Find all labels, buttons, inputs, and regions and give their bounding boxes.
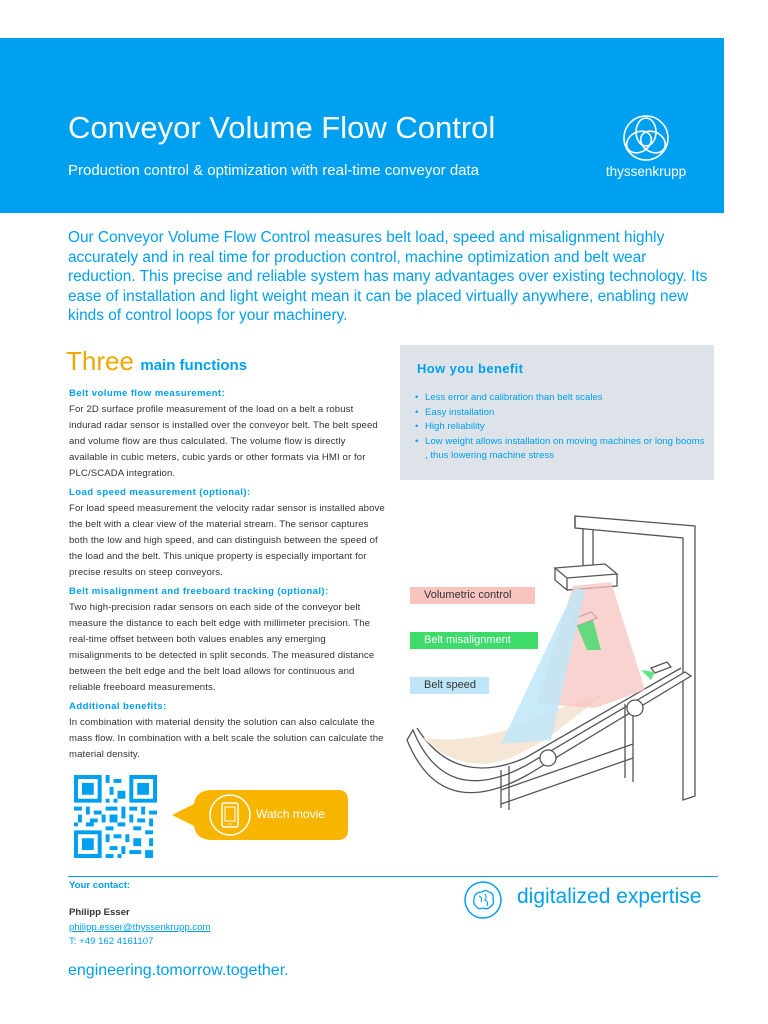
functions-column: [69, 386, 387, 766]
label-volumetric-control: Volumetric control: [410, 587, 535, 604]
contact-phone: T: +49 162 4161107: [69, 936, 154, 947]
contact-name: Philipp Esser: [69, 907, 130, 918]
section-title-load-speed: Load speed measurement (optional):: [69, 487, 251, 498]
benefit-item: • Less error and calibration than belt scales: [415, 391, 707, 406]
digitalized-expertise-text: digitalized expertise: [517, 885, 702, 908]
benefit-item: • High reliability: [415, 420, 707, 435]
conveyor-illustration: [405, 508, 723, 820]
qr-code[interactable]: [74, 775, 157, 858]
benefits-box: [400, 345, 714, 480]
section-text-misalignment: Two high-precision radar sensors on each side of the conveyor belt measure the distance to each belt edge with millimeter precision. The real-time offset between both values enables any emerging misalignments to be detected in split seconds. The measured distance between the belt edge and the belt load allows for continuous and reliable freeboard measurements.: [69, 602, 375, 693]
section-title-volume-flow: Belt volume flow measurement:: [69, 388, 226, 399]
watch-movie-label[interactable]: Watch movie: [256, 807, 325, 821]
section-text-load-speed: For load speed measurement the velocity radar sensor is installed above the belt with a clear view of the material stream. The sensor captures both the low and high speed, and can distinguish between the speed of the load and the belt. This unique property is especially important for precise results on steep conveyors.: [69, 503, 385, 578]
slogan: engineering.tomorrow.together.: [68, 962, 289, 979]
footer-divider: [68, 876, 718, 877]
thyssenkrupp-logo: [596, 112, 696, 186]
functions-heading-number: Three: [66, 346, 134, 376]
benefit-item: • Easy installation: [415, 406, 707, 421]
logo-wordmark: thyssenkrupp: [605, 164, 687, 179]
label-belt-misalignment: Belt misalignment: [410, 632, 538, 649]
section-title-additional: Additional benefits:: [69, 701, 167, 712]
contact-heading: Your contact:: [69, 880, 131, 891]
functions-heading-text: main functions: [140, 357, 248, 374]
functions-heading: [66, 346, 247, 377]
page-subtitle: Production control & optimization with real-time conveyor data: [68, 162, 480, 179]
benefits-list: [415, 391, 707, 464]
section-text-additional: In combination with material density the solution can also calculate the mass flow. In combination with a belt scale the solution can calculate the material density.: [69, 717, 384, 760]
thyssenkrupp-logo-icon: [596, 112, 696, 164]
misalignment-beam-right: [641, 670, 655, 680]
page-title: Conveyor Volume Flow Control: [68, 110, 496, 145]
contact-email-link[interactable]: philipp.esser@thyssenkrupp.com: [69, 922, 211, 933]
section-title-misalignment: Belt misalignment and freeboard tracking (optional):: [69, 586, 329, 597]
intro-paragraph: Our Conveyor Volume Flow Control measures belt load, speed and misalignment highly accurately and in real time for production control, machine optimization and belt wear reduction. This precise and reliable system has many advantages over existing technology. Its ease of installation and light weight mean it can be placed virtually anywhere, enabling new kinds of control loops for your machinery.: [68, 229, 708, 325]
label-belt-speed: Belt speed: [410, 677, 489, 694]
benefit-item: • Low weight allows installation on moving machines or long booms , thus lowering machine stress: [415, 435, 707, 464]
section-text-volume-flow: For 2D surface profile measurement of the load on a belt a robust indurad radar sensor is installed over the conveyor belt. The belt speed and volume flow are thus calculated. The volume flow is directly available in cubic meters, cubic yards or other formats via HMI or for PLC/SCADA integration.: [69, 404, 378, 479]
benefits-title: How you benefit: [417, 361, 524, 376]
brain-icon: [463, 880, 503, 920]
